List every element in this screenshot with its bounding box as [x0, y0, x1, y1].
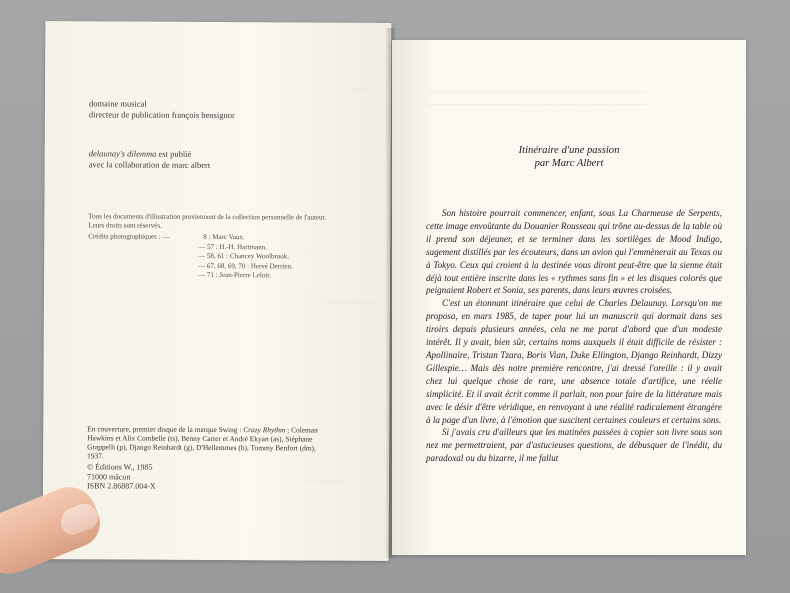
credit-item: 8 : Marc Vaux. [203, 232, 245, 242]
credit-item: — 67, 68, 69, 70 : Hervé Derrien. [198, 261, 293, 270]
show-through-text: ——————— [302, 476, 347, 485]
credit-item: — 71 : Jean-Pierre Leloir. [198, 270, 272, 280]
cover-line: En couverture, premier disque de la marque Swing : Crazy Rhythm ; Coleman [87, 424, 318, 435]
paragraph: Si j'avais cru d'ailleurs que les matinées passées à copier son livre sous son nez me permettraient, par d'astucieuses questions, de débusquer de l'inédit, du paradoxal ou du bizarre, il me fallut [426, 427, 722, 464]
published-line: delaunay's dilemma est publié [88, 148, 192, 159]
right-page [392, 40, 746, 555]
copyright-line: © Éditions W., 1985 [87, 462, 153, 472]
record-title: Crazy Rhythm [243, 425, 286, 435]
show-through-text: —————————— [313, 298, 377, 307]
book-title: delaunay's dilemma [88, 148, 157, 159]
published-line: avec la collaboration de marc albert [88, 159, 211, 170]
credits-label: Crédits photographiques : — [88, 232, 170, 241]
rights-line: Leurs droits sont réservés. [88, 220, 162, 230]
paragraph: C'est un étonnant itinéraire que celui de Charles Delaunay. Lorsqu'on me proposa, en mars 1985, de taper pour lui un manuscrit qui dormait dans ses tiroirs depuis plusieurs années, cela ne me parut d'abord que d'un modeste intérêt. Il y avait, bien sûr, certains noms auxquels il était difficile de résister : Apollinaire, Tristan Tzara, Boris Vian, Duke Ellington, Django Reinhardt, Dizzy Gillespie… Mais dès notre première rencontre, j'ai dressé l'oreille : il y avait chez lui quelque chose de rare, une absence totale d'artifice, une réelle simplicité. Et il avait écrit comme il parlait, non pour faire de la littérature mais avec le désir d'être véridique, en renvoyant à une réalité radicalement étrangère à la page d'un livre, à l'émotion que suscitent certaines couleurs et certains sons. [426, 298, 722, 425]
copyright-line: 71000 mâcon [87, 471, 131, 482]
body-text [426, 207, 722, 465]
cover-credit [87, 424, 377, 462]
left-page [43, 21, 392, 561]
paragraph: Son histoire pourrait commencer, enfant, sous La Charmeuse de Serpents, cette image envoûtante du Douanier Rousseau qui trône au-dessus de la table où il prend son déjeuner, et se terminer dans les sortilèges de Mood Indigo, sagement distillés par les écouteurs, dans un avion qui l'emmènerait au Texas ou à Tokyo. Ceux qui croient à la destinée vous diront peut-être que la sienne était déjà tout entière inscrite dans les « rythmes sans fin » et les disques colorés que peignaient Robert et Sonia, ses parents, dans leurs œuvres croisées. [426, 208, 722, 296]
show-through-text: ———————————————————————————————————— [426, 88, 651, 96]
credit-item: — 57 : H.-H. Hartmann. [198, 242, 267, 251]
imprint-line: directeur de publication françois bensignor [88, 109, 235, 121]
imprint-line: domaine musical [88, 98, 147, 109]
credit-item: — 58, 61 : Chancey Woolbrook. [198, 251, 290, 261]
show-through-text: ———— [343, 84, 368, 93]
chapter-author: par Marc Albert [534, 158, 604, 169]
show-through-text: ———————————————————————————————————— [426, 100, 651, 108]
cover-line: 1937. [87, 451, 104, 461]
chapter-title: Itinéraire d'une passion [518, 145, 620, 156]
rights-line: Tous les documents d'illustration proviennent de la collection personnelle de l'auteur. [88, 212, 327, 222]
cover-line: Hawkins et Alix Combelle (ts), Benny Carter et André Ekyan (as), Stéphane [87, 433, 313, 444]
cover-line: Grappelli (p), Django Reinhardt (g), D'Hellemmes (b), Tommy Benfort (dm), [87, 442, 316, 453]
isbn-line: ISBN 2.86887.004-X [86, 481, 156, 491]
